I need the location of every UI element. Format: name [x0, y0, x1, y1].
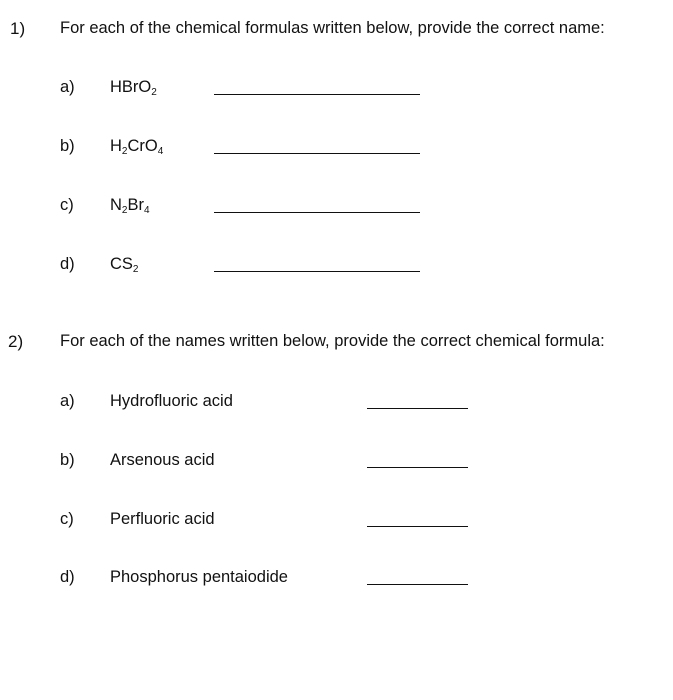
q2-item-a-letter: a) [60, 392, 75, 410]
formula-subscript: 4 [157, 146, 164, 157]
q1-item-a-answer-blank[interactable] [214, 94, 420, 95]
q1-item-b-formula: $H_2CrO_4$ [110, 137, 164, 157]
q2-item-d-answer-blank[interactable] [367, 584, 468, 585]
formula-subscript: 4 [143, 205, 150, 216]
q1-item-a-letter: a) [60, 78, 75, 96]
q2-item-c-letter: c) [60, 510, 74, 528]
q1-item-c-letter: c) [60, 196, 74, 214]
question-2-number: 2) [8, 332, 24, 351]
q2-item-d-name: Phosphorus pentaiodide [110, 568, 288, 586]
formula-subscript: 2 [121, 146, 128, 157]
q2-item-b-letter: b) [60, 451, 75, 469]
q1-item-d-formula: $CS_2$ [110, 255, 139, 275]
q1-item-d-letter: d) [60, 255, 75, 273]
formula-subscript: 2 [132, 264, 139, 275]
q2-item-d-letter: d) [60, 568, 75, 586]
question-1-number: 1) [10, 19, 26, 38]
formula-subscript: 2 [151, 87, 157, 98]
q2-item-b-answer-blank[interactable] [367, 467, 468, 468]
q1-item-d-answer-blank[interactable] [214, 271, 420, 272]
q2-item-c-name: Perfluoric acid [110, 510, 215, 528]
question-1-prompt: For each of the chemical formulas written below, provide the correct name: [60, 19, 605, 37]
q1-item-b-letter: b) [60, 137, 75, 155]
q2-item-a-name: Hydrofluoric acid [110, 392, 233, 410]
q2-item-a-answer-blank[interactable] [367, 408, 468, 409]
q2-item-c-answer-blank[interactable] [367, 526, 468, 527]
question-2-prompt: For each of the names written below, provide the correct chemical formula: [60, 332, 605, 350]
q1-item-b-answer-blank[interactable] [214, 153, 420, 154]
q1-item-c-answer-blank[interactable] [214, 212, 420, 213]
q1-item-c-formula: $N_2Br_4$ [110, 196, 150, 216]
q1-item-a-formula: HBrO$_2$ [110, 78, 157, 98]
q2-item-b-name: Arsenous acid [110, 451, 215, 469]
formula-subscript: 2 [121, 205, 128, 216]
